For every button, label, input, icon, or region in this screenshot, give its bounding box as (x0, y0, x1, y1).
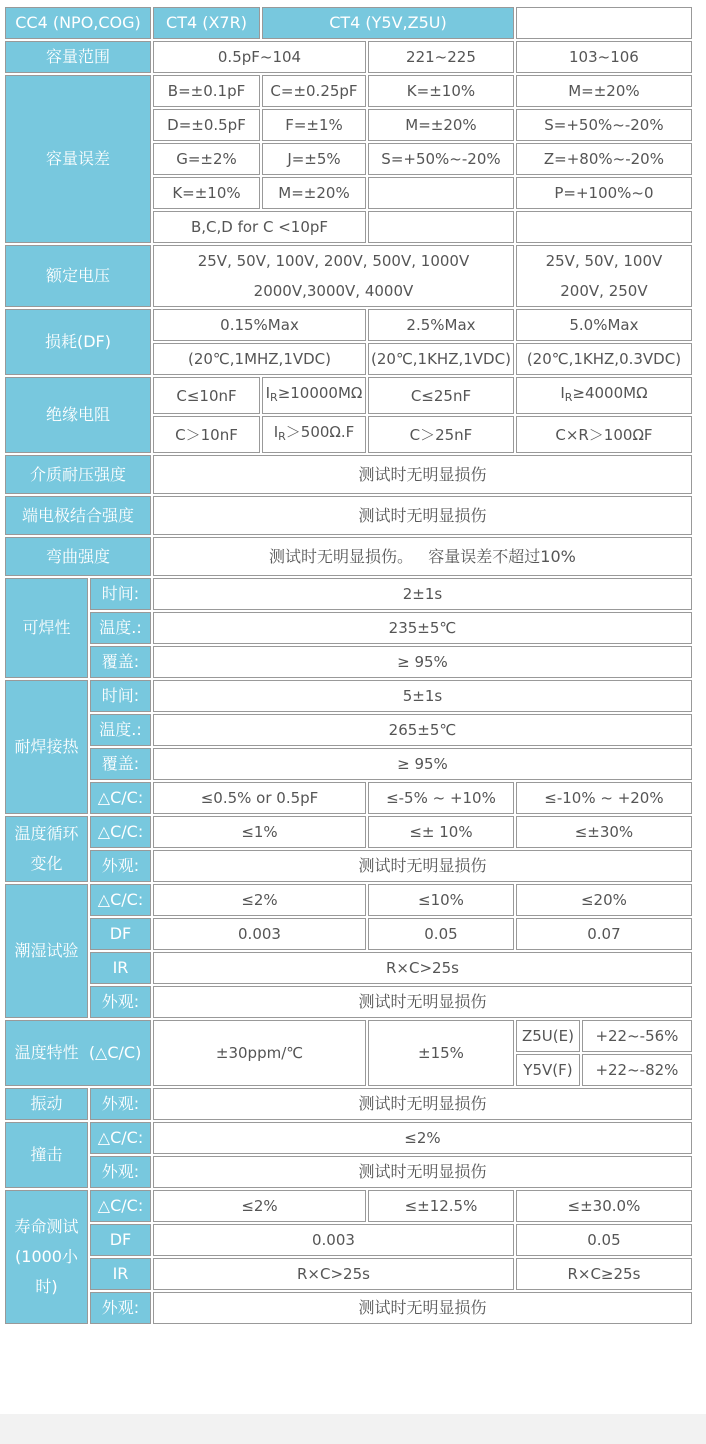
humidity-dc-label: △C/C: (90, 884, 151, 916)
voltage-npo-x7r (153, 245, 514, 307)
tolerance-cell: K=±10% (153, 177, 260, 209)
insulation-cell: $I_R\ge 10000M\Omega$ (262, 377, 366, 414)
life-dc-npo: ≤2% (153, 1190, 366, 1222)
voltage-line: 25V, 50V, 100V (545, 252, 663, 270)
insulation-label: 绝缘电阻 (5, 377, 151, 453)
solder-heat-time-label: 时间: (90, 680, 151, 712)
tolerance-cell: P=+100%~0 (516, 177, 692, 209)
solderability-temp: 235±5℃ (153, 612, 692, 644)
life-ir-npo-x7r: R×C>25s (153, 1258, 514, 1290)
vibration-look: 测试时无明显损伤 (153, 1088, 692, 1120)
life-look: 测试时无明显损伤 (153, 1292, 692, 1324)
temp-char-x7r: ±15% (368, 1020, 514, 1086)
insulation-cell: C＞10nF (153, 416, 260, 453)
insulation-cell: C×R＞100ΩF (516, 416, 692, 453)
life-df-y5v: 0.05 (516, 1224, 692, 1256)
solder-heat-temp: 265±5℃ (153, 714, 692, 746)
insulation-cell: C≤10nF (153, 377, 260, 414)
vibration-label: 振动 (5, 1088, 88, 1120)
shock-label: 撞击 (5, 1122, 88, 1188)
humidity-look-label: 外观: (90, 986, 151, 1018)
tolerance-cell: M=±20% (516, 75, 692, 107)
humidity-df-npo: 0.003 (153, 918, 366, 950)
capacity-range-npo: 0.5pF~104 (153, 41, 366, 73)
df-cond-npo: (20℃,1MHZ,1VDC) (153, 343, 366, 375)
tolerance-cell: D=±0.5pF (153, 109, 260, 141)
shock-look-label: 外观: (90, 1156, 151, 1188)
humidity-df-x7r: 0.05 (368, 918, 514, 950)
solder-heat-label: 耐焊接热 (5, 680, 88, 814)
solder-heat-dc-y5v: ≤-10% ~ +20% (516, 782, 692, 814)
solderability-time-label: 时间: (90, 578, 151, 610)
df-x7r: 2.5%Max (368, 309, 514, 341)
tolerance-cell: S=+50%~-20% (368, 143, 514, 175)
dielectric-value: 测试时无明显损伤 (153, 455, 692, 494)
dielectric-label: 介质耐压强度 (5, 455, 151, 494)
humidity-df-label: DF (90, 918, 151, 950)
voltage-line: 2000V,3000V, 4000V (253, 282, 414, 300)
humidity-ir: R×C>25s (153, 952, 692, 984)
voltage-line: 25V, 50V, 100V, 200V, 500V, 1000V (197, 252, 470, 270)
solder-heat-cover-label: 覆盖: (90, 748, 151, 780)
tolerance-cell: G=±2% (153, 143, 260, 175)
bending-value: 测试时无明显损伤。 容量误差不超过10% (153, 537, 692, 576)
humidity-df-y5v: 0.07 (516, 918, 692, 950)
tolerance-note: B,C,D for C <10pF (153, 211, 366, 243)
solder-heat-dc-npo: ≤0.5% or 0.5pF (153, 782, 366, 814)
life-dc-label: △C/C: (90, 1190, 151, 1222)
life-look-label: 外观: (90, 1292, 151, 1324)
life-dc-x7r: ≤±12.5% (368, 1190, 514, 1222)
humidity-dc-npo: ≤2% (153, 884, 366, 916)
temp-char-z5u-value: +22~-56% (582, 1020, 692, 1052)
solder-heat-dc-x7r: ≤-5% ~ +10% (368, 782, 514, 814)
df-y5v: 5.0%Max (516, 309, 692, 341)
humidity-label: 潮湿试验 (5, 884, 88, 1018)
capacity-range-y5v: 103~106 (516, 41, 692, 73)
solder-heat-temp-label: 温度.: (90, 714, 151, 746)
temp-cycle-label: 温度循环变化 (5, 816, 88, 882)
humidity-look: 测试时无明显损伤 (153, 986, 692, 1018)
humidity-dc-y5v: ≤20% (516, 884, 692, 916)
temp-char-z5u-label: Z5U(E) (516, 1020, 580, 1052)
tolerance-cell: J=±5% (262, 143, 366, 175)
temp-char-npo: ±30ppm/℃ (153, 1020, 366, 1086)
solder-heat-dc-label: △C/C: (90, 782, 151, 814)
tolerance-cell: F=±1% (262, 109, 366, 141)
termination-label: 端电极结合强度 (5, 496, 151, 535)
df-cond-y5v: (20℃,1KHZ,0.3VDC) (516, 343, 692, 375)
termination-value: 测试时无明显损伤 (153, 496, 692, 535)
tolerance-cell: Z=+80%~-20% (516, 143, 692, 175)
tolerance-cell-empty (516, 211, 692, 243)
life-ir-y5v: R×C≥25s (516, 1258, 692, 1290)
solderability-cover-label: 覆盖: (90, 646, 151, 678)
temp-cycle-dc-npo: ≤1% (153, 816, 366, 848)
tolerance-cell-empty (368, 211, 514, 243)
temp-cycle-dc-y5v: ≤±30% (516, 816, 692, 848)
bending-label: 弯曲强度 (5, 537, 151, 576)
humidity-dc-x7r: ≤10% (368, 884, 514, 916)
life-df-npo-x7r: 0.003 (153, 1224, 514, 1256)
solder-heat-time: 5±1s (153, 680, 692, 712)
header-cc4: CC4 (NPO,COG) (5, 7, 151, 39)
header-empty (516, 7, 692, 39)
voltage-label: 额定电压 (5, 245, 151, 307)
capacitor-spec-table (3, 5, 694, 1326)
humidity-ir-label: IR (90, 952, 151, 984)
solderability-label: 可焊性 (5, 578, 88, 678)
life-label: 寿命测试(1000小时) (5, 1190, 88, 1324)
voltage-line: 200V, 250V (560, 282, 648, 300)
solderability-temp-label: 温度.: (90, 612, 151, 644)
shock-dc-label: △C/C: (90, 1122, 151, 1154)
temp-char-y5v-value: +22~-82% (582, 1054, 692, 1086)
tolerance-cell: S=+50%~-20% (516, 109, 692, 141)
insulation-cell: $I_R>500\Omega.F$ (262, 416, 366, 453)
df-cond-x7r: (20℃,1KHZ,1VDC) (368, 343, 514, 375)
df-npo: 0.15%Max (153, 309, 366, 341)
temp-cycle-dc-label: △C/C: (90, 816, 151, 848)
df-label: 损耗(DF) (5, 309, 151, 375)
insulation-cell: C＞25nF (368, 416, 514, 453)
life-df-label: DF (90, 1224, 151, 1256)
capacity-range-x7r: 221~225 (368, 41, 514, 73)
insulation-cell: $I_R\ge 4000M\Omega$ (516, 377, 692, 414)
life-dc-y5v: ≤±30.0% (516, 1190, 692, 1222)
shock-dc: ≤2% (153, 1122, 692, 1154)
temp-char-y5v-label: Y5V(F) (516, 1054, 580, 1086)
capacity-range-label: 容量范围 (5, 41, 151, 73)
tolerance-cell: C=±0.25pF (262, 75, 366, 107)
vibration-look-label: 外观: (90, 1088, 151, 1120)
temp-cycle-look: 测试时无明显损伤 (153, 850, 692, 882)
life-ir-label: IR (90, 1258, 151, 1290)
solder-heat-cover: ≥ 95% (153, 748, 692, 780)
solderability-cover: ≥ 95% (153, 646, 692, 678)
solderability-time: 2±1s (153, 578, 692, 610)
tolerance-cell: K=±10% (368, 75, 514, 107)
tolerance-cell: B=±0.1pF (153, 75, 260, 107)
shock-look: 测试时无明显损伤 (153, 1156, 692, 1188)
tolerance-cell: M=±20% (262, 177, 366, 209)
header-ct4-y5v: CT4 (Y5V,Z5U) (262, 7, 514, 39)
voltage-y5v (516, 245, 692, 307)
tolerance-label: 容量误差 (5, 75, 151, 243)
header-ct4-x7r: CT4 (X7R) (153, 7, 260, 39)
insulation-cell: C≤25nF (368, 377, 514, 414)
temp-cycle-dc-x7r: ≤± 10% (368, 816, 514, 848)
temp-cycle-look-label: 外观: (90, 850, 151, 882)
tolerance-cell: M=±20% (368, 109, 514, 141)
tolerance-cell-empty (368, 177, 514, 209)
temp-char-label: 温度特性 (△C/C) (5, 1020, 151, 1086)
